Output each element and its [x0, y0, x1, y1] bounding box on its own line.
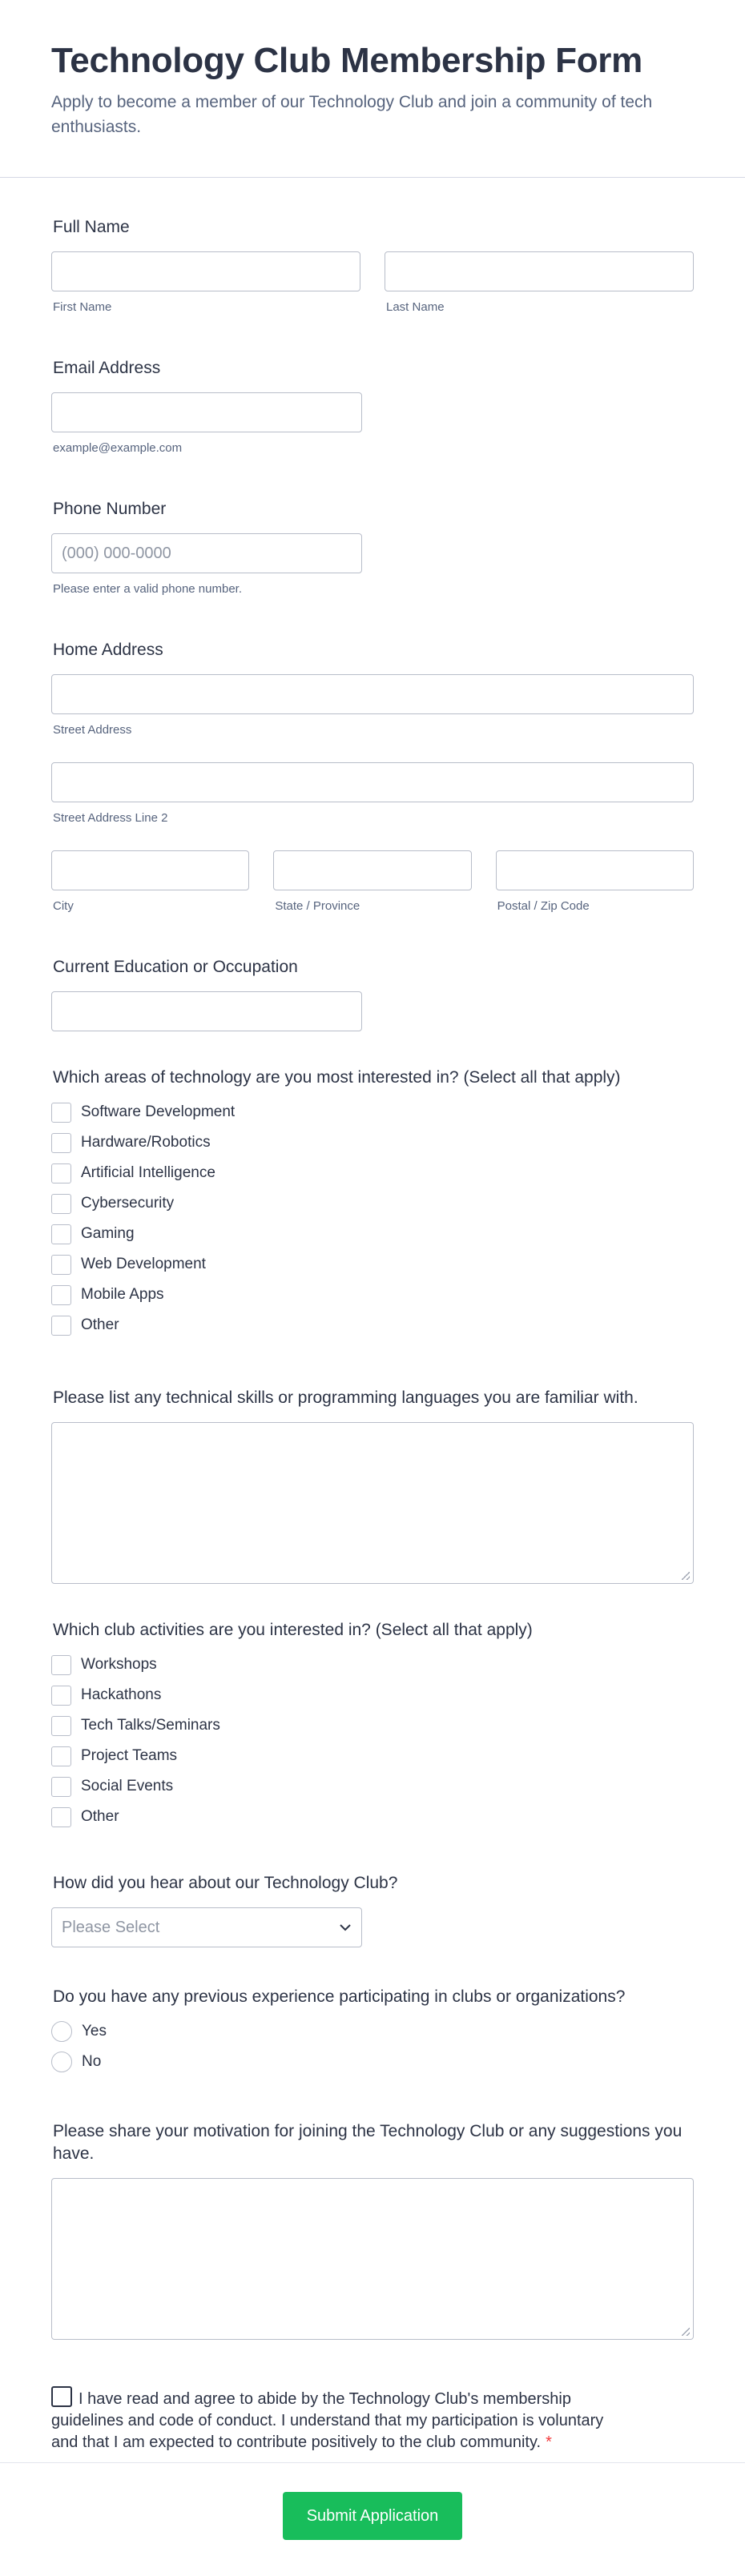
experience-option-no[interactable] — [51, 2047, 694, 2077]
checkbox[interactable] — [51, 1224, 71, 1244]
referral-dropdown[interactable] — [51, 1907, 362, 1947]
email-input[interactable] — [51, 392, 362, 432]
checkbox[interactable] — [51, 1285, 71, 1305]
full-name-field — [51, 216, 694, 315]
option-label: Mobile Apps — [81, 1286, 164, 1303]
address-label: Home Address — [53, 641, 163, 659]
option-label: Cybersecurity — [81, 1195, 175, 1212]
first-name-sublabel: First Name — [53, 300, 112, 314]
full-name-label: Full Name — [53, 218, 130, 236]
tech-option[interactable] — [51, 1158, 694, 1188]
form-title: Technology Club Membership Form — [51, 41, 642, 80]
skills-label: Please list any technical skills or programming languages you are familiar with. — [53, 1388, 638, 1407]
email-label: Email Address — [53, 359, 161, 377]
street-address-input[interactable] — [51, 674, 694, 714]
tech-option[interactable] — [51, 1127, 694, 1158]
education-field-group — [51, 956, 694, 1031]
state-input[interactable] — [273, 850, 471, 890]
tech-option[interactable] — [51, 1188, 694, 1219]
option-label: Workshops — [81, 1656, 157, 1673]
radio-button[interactable] — [51, 2052, 72, 2072]
experience-option-yes[interactable] — [51, 2016, 694, 2047]
activities-field-group — [51, 1619, 694, 1832]
option-label: Artificial Intelligence — [81, 1164, 215, 1181]
email-field-group — [51, 357, 694, 456]
checkbox[interactable] — [51, 1777, 71, 1797]
last-name-input[interactable] — [385, 251, 694, 291]
form-footer — [0, 2462, 745, 2540]
activity-option[interactable] — [51, 1741, 694, 1771]
terms-checkbox[interactable] — [51, 2386, 72, 2407]
checkbox[interactable] — [51, 1716, 71, 1736]
tech-option[interactable] — [51, 1310, 694, 1340]
option-label: Other — [81, 1316, 119, 1333]
option-label: Gaming — [81, 1225, 135, 1242]
form-body — [0, 178, 745, 2453]
street-address-line2-input[interactable] — [51, 762, 694, 802]
tech-areas-label: Which areas of technology are you most interested in? (Select all that apply) — [53, 1068, 621, 1087]
checkbox[interactable] — [51, 1255, 71, 1275]
option-label: No — [82, 2053, 102, 2070]
motivation-textarea[interactable] — [51, 2178, 694, 2340]
option-label: Tech Talks/Seminars — [81, 1717, 220, 1734]
city-sublabel: City — [53, 899, 74, 913]
skills-field-group — [51, 1387, 694, 1584]
form-subtitle: Apply to become a member of our Technology Club and join a community of tech enthusiasts. — [51, 93, 653, 136]
state-sublabel: State / Province — [275, 899, 360, 913]
referral-selected-value: Please Select — [62, 1918, 160, 1936]
option-label: Project Teams — [81, 1747, 178, 1764]
radio-button[interactable] — [51, 2021, 72, 2042]
motivation-field-group — [51, 2120, 694, 2340]
tech-areas-field-group — [51, 1067, 694, 1340]
required-mark: * — [546, 2433, 552, 2451]
education-label: Current Education or Occupation — [53, 958, 298, 976]
option-label: Yes — [82, 2023, 107, 2040]
checkbox[interactable] — [51, 1103, 71, 1123]
phone-sublabel: Please enter a valid phone number. — [53, 582, 242, 596]
activity-option[interactable] — [51, 1710, 694, 1741]
city-input[interactable] — [51, 850, 249, 890]
tech-option[interactable] — [51, 1249, 694, 1280]
terms-agreement[interactable] — [51, 2386, 604, 2453]
tech-option[interactable] — [51, 1097, 694, 1127]
checkbox[interactable] — [51, 1655, 71, 1675]
submit-button[interactable]: Submit Application — [283, 2492, 462, 2540]
tech-option[interactable] — [51, 1280, 694, 1310]
checkbox[interactable] — [51, 1316, 71, 1336]
activity-option[interactable] — [51, 1771, 694, 1802]
checkbox[interactable] — [51, 1746, 71, 1766]
street-address-sublabel: Street Address — [53, 723, 132, 737]
phone-field-group — [51, 498, 694, 597]
experience-field-group — [51, 1986, 694, 2077]
street-address-line2-sublabel: Street Address Line 2 — [53, 811, 168, 825]
skills-textarea[interactable] — [51, 1422, 694, 1584]
zip-sublabel: Postal / Zip Code — [497, 899, 590, 913]
option-label: Software Development — [81, 1103, 236, 1120]
option-label: Hackathons — [81, 1686, 162, 1703]
email-sublabel: example@example.com — [53, 441, 183, 455]
referral-label: How did you hear about our Technology Club? — [53, 1874, 398, 1892]
tech-option[interactable] — [51, 1219, 694, 1249]
checkbox[interactable] — [51, 1686, 71, 1706]
zip-input[interactable] — [496, 850, 694, 890]
checkbox[interactable] — [51, 1163, 71, 1184]
education-input[interactable] — [51, 991, 362, 1031]
address-field-group — [51, 639, 694, 914]
activities-label: Which club activities are you interested in? (Select all that apply) — [53, 1621, 533, 1639]
experience-label: Do you have any previous experience participating in clubs or organizations? — [53, 1987, 626, 2006]
checkbox[interactable] — [51, 1133, 71, 1153]
option-label: Web Development — [81, 1256, 206, 1272]
checkbox[interactable] — [51, 1807, 71, 1827]
terms-text: I have read and agree to abide by the Technology Club's membership guidelines and code of conduct. I understand that my participation is voluntary and that I am expected to contribute positively to the club community. — [51, 2390, 604, 2451]
first-name-input[interactable] — [51, 251, 360, 291]
terms-field-group — [51, 2386, 694, 2453]
resize-handle-icon[interactable] — [682, 2328, 690, 2336]
last-name-sublabel: Last Name — [386, 300, 445, 314]
option-label: Social Events — [81, 1778, 174, 1794]
checkbox[interactable] — [51, 1194, 71, 1214]
activity-option[interactable] — [51, 1802, 694, 1832]
phone-input[interactable] — [51, 533, 362, 573]
form-header — [0, 0, 745, 178]
option-label: Other — [81, 1808, 119, 1825]
chevron-down-icon — [339, 1921, 352, 1934]
phone-label: Phone Number — [53, 500, 167, 518]
activity-option[interactable] — [51, 1680, 694, 1710]
motivation-label: Please share your motivation for joining the Technology Club or any suggestions you have. — [53, 2122, 683, 2163]
referral-field-group — [51, 1872, 694, 1947]
activity-option[interactable] — [51, 1650, 694, 1680]
resize-handle-icon[interactable] — [682, 1572, 690, 1580]
option-label: Hardware/Robotics — [81, 1134, 211, 1151]
